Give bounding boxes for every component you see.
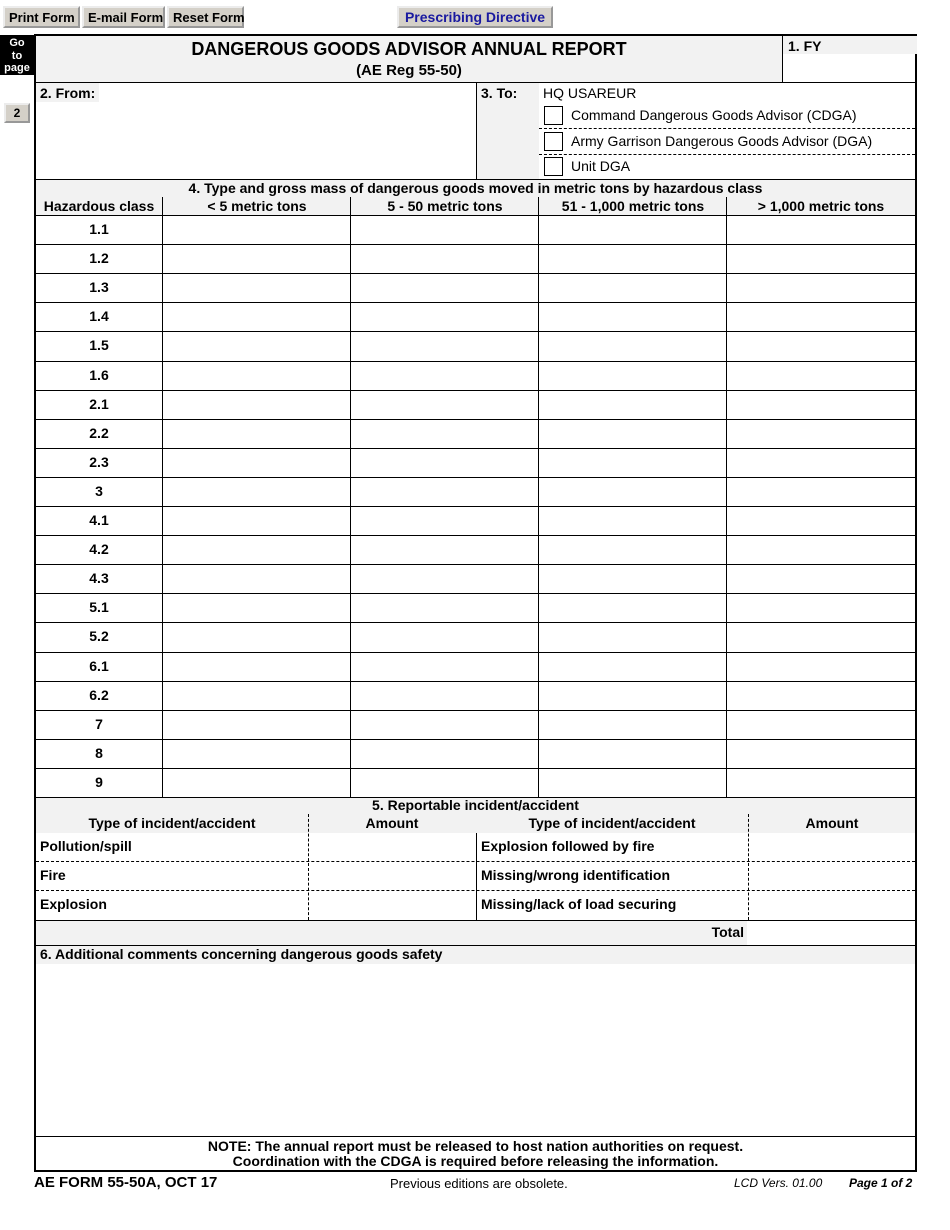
incident-load-securing: Missing/lack of load securing [481, 896, 677, 912]
reset-form-button[interactable]: Reset Form [167, 6, 244, 28]
hazard-class-label: 8 [95, 744, 103, 761]
hazard-amount-input[interactable] [727, 711, 914, 738]
hazard-amount-input[interactable] [163, 594, 350, 621]
obsolete-notice: Previous editions are obsolete. [390, 1176, 568, 1191]
hazard-amount-input[interactable] [727, 740, 914, 767]
hazard-class-label: 1.3 [89, 279, 109, 296]
go-to-page-label [0, 35, 34, 75]
hazard-amount-input[interactable] [163, 536, 350, 563]
unit-dga-option-label: Unit DGA [571, 158, 631, 174]
hazard-amount-input[interactable] [539, 682, 726, 709]
hazard-amount-input[interactable] [351, 391, 538, 418]
incident-missing-identification: Missing/wrong identification [481, 867, 670, 883]
hazard-amount-input[interactable] [539, 653, 726, 680]
hazard-amount-input[interactable] [727, 536, 914, 563]
hazard-class-label: 9 [95, 773, 103, 790]
hazard-amount-input[interactable] [163, 740, 350, 767]
hazard-amount-input[interactable] [163, 623, 350, 650]
row-divider [36, 302, 915, 303]
hazard-amount-input[interactable] [351, 216, 538, 243]
hazard-amount-input[interactable] [163, 332, 350, 359]
hazard-amount-input[interactable] [163, 303, 350, 330]
hazard-amount-input[interactable] [351, 565, 538, 592]
hazard-class-label: 1.5 [89, 337, 109, 354]
row-divider [36, 331, 915, 332]
row-divider [36, 710, 915, 711]
section4-title: 4. Type and gross mass of dangerous goods moved in metric tons by hazardous class [188, 180, 763, 196]
hazard-amount-input[interactable] [727, 391, 914, 418]
fire-amount-input[interactable] [310, 863, 474, 889]
hazard-amount-input[interactable] [727, 332, 914, 359]
hazard-amount-input[interactable] [351, 740, 538, 767]
row-divider [36, 273, 915, 274]
hazard-amount-input[interactable] [539, 623, 726, 650]
hazard-amount-input[interactable] [539, 216, 726, 243]
page-number: Page 1 of 2 [849, 1176, 913, 1190]
unit-dga-checkbox[interactable] [544, 157, 563, 176]
hazard-amount-input[interactable] [351, 478, 538, 505]
hazard-amount-input[interactable] [163, 769, 350, 796]
hazard-amount-input[interactable] [351, 362, 538, 389]
col-51-1000: 51 - 1,000 metric tons [561, 198, 705, 214]
explosion-fire-amount-input[interactable] [750, 834, 914, 860]
go-to-line3: page [4, 62, 30, 74]
hazard-amount-input[interactable] [727, 245, 914, 272]
hazard-amount-input[interactable] [727, 565, 914, 592]
prescribing-directive-button[interactable]: Prescribing Directive [397, 6, 553, 28]
incident-fire: Fire [40, 867, 66, 883]
hazard-amount-input[interactable] [351, 507, 538, 534]
hazard-amount-input[interactable] [539, 769, 726, 796]
row-divider [36, 593, 915, 594]
hazard-class-label: 4.2 [89, 541, 109, 558]
hazard-amount-input[interactable] [351, 769, 538, 796]
hazard-amount-input[interactable] [727, 420, 914, 447]
comments-textarea[interactable] [38, 966, 913, 1134]
hazard-class-label: 2.2 [89, 424, 109, 441]
hazard-class-label: 7 [95, 715, 103, 732]
hazard-amount-input[interactable] [351, 536, 538, 563]
dga-option-label: Army Garrison Dangerous Goods Advisor (DGA) [571, 133, 873, 149]
section5-title: 5. Reportable incident/accident [372, 797, 579, 813]
to-label: 3. To: [481, 85, 518, 101]
hazard-amount-input[interactable] [163, 245, 350, 272]
row-divider [36, 506, 915, 507]
hazard-amount-input[interactable] [351, 332, 538, 359]
hazard-class-label: 2.3 [89, 453, 109, 470]
row-divider [36, 244, 915, 245]
hazard-amount-input[interactable] [163, 420, 350, 447]
col-hazard-class: Hazardous class [43, 198, 155, 214]
form-subtitle: (AE Reg 55-50) [356, 62, 462, 79]
hazard-amount-input[interactable] [163, 391, 350, 418]
hazard-class-label: 5.1 [89, 599, 109, 616]
hazard-class-label: 1.6 [89, 366, 109, 383]
hazard-amount-input[interactable] [727, 362, 914, 389]
report-form [34, 34, 917, 1172]
form-id: AE FORM 55-50A, OCT 17 [34, 1174, 218, 1191]
note-line1: NOTE: The annual report must be released to host nation authorities on request. [207, 1138, 744, 1154]
hazard-class-label: 6.1 [89, 657, 109, 674]
hazard-amount-input[interactable] [351, 274, 538, 301]
header-divider [36, 215, 915, 216]
hazard-amount-input[interactable] [539, 536, 726, 563]
hazard-amount-input[interactable] [163, 507, 350, 534]
form-footer [34, 1174, 917, 1194]
hazard-amount-input[interactable] [351, 245, 538, 272]
row-divider [36, 390, 915, 391]
row-divider [36, 535, 915, 536]
col-lt5: < 5 metric tons [207, 198, 307, 214]
hazard-amount-input[interactable] [351, 711, 538, 738]
hazard-amount-input[interactable] [539, 420, 726, 447]
hazard-amount-input[interactable] [727, 682, 914, 709]
total-amount-input[interactable] [749, 922, 915, 944]
hazard-amount-input[interactable] [163, 449, 350, 476]
hazard-amount-input[interactable] [727, 274, 914, 301]
col-gt1000: > 1,000 metric tons [757, 198, 885, 214]
hazard-amount-input[interactable] [727, 478, 914, 505]
hazard-amount-input[interactable] [351, 594, 538, 621]
go-to-line2: to [11, 49, 23, 62]
hazard-amount-input[interactable] [163, 362, 350, 389]
row-divider [36, 652, 915, 653]
hazard-amount-input[interactable] [727, 507, 914, 534]
incident-explosion: Explosion [40, 896, 107, 912]
load-securing-amount-input[interactable] [750, 892, 914, 918]
col-type-left: Type of incident/accident [88, 815, 256, 831]
go-to-page-2-button[interactable]: 2 [4, 103, 30, 123]
hazard-amount-input[interactable] [351, 303, 538, 330]
row-divider [36, 681, 915, 682]
hazard-class-label: 4.3 [89, 570, 109, 587]
row-divider [36, 768, 915, 769]
hazard-amount-input[interactable] [539, 711, 726, 738]
missing-identification-amount-input[interactable] [750, 863, 914, 889]
col-amount-left: Amount [365, 815, 419, 831]
from-label: 2. From: [40, 85, 96, 101]
email-form-button[interactable]: E-mail Form [82, 6, 165, 28]
explosion-amount-input[interactable] [310, 892, 474, 918]
hazard-amount-input[interactable] [539, 332, 726, 359]
col-5-50: 5 - 50 metric tons [387, 198, 503, 214]
hazard-amount-input[interactable] [163, 478, 350, 505]
incident-explosion-fire: Explosion followed by fire [481, 838, 655, 854]
hazard-class-label: 5.2 [89, 628, 109, 645]
row-divider [36, 564, 915, 565]
hazard-class-label: 1.1 [89, 221, 109, 237]
hazard-amount-input[interactable] [351, 420, 538, 447]
hazard-amount-input[interactable] [163, 711, 350, 738]
form-title: DANGEROUS GOODS ADVISOR ANNUAL REPORT [191, 39, 627, 59]
total-label: Total [711, 924, 744, 940]
version-label: LCD Vers. 01.00 [734, 1176, 823, 1190]
hazard-class-label: 2.1 [89, 395, 109, 412]
hazard-amount-input[interactable] [727, 216, 914, 243]
hazard-amount-input[interactable] [351, 682, 538, 709]
section6-title: 6. Additional comments concerning dangerous goods safety [40, 946, 443, 962]
hazard-amount-input[interactable] [539, 362, 726, 389]
hazard-amount-input[interactable] [539, 274, 726, 301]
hazard-amount-input[interactable] [727, 769, 914, 796]
cdga-checkbox[interactable] [544, 106, 563, 125]
row-divider [36, 477, 915, 478]
hazard-amount-input[interactable] [727, 594, 914, 621]
dga-checkbox[interactable] [544, 132, 563, 151]
hazard-amount-input[interactable] [351, 623, 538, 650]
row-divider [36, 419, 915, 420]
hazard-amount-input[interactable] [727, 449, 914, 476]
print-form-button[interactable]: Print Form [3, 6, 80, 28]
row-divider [36, 622, 915, 623]
incident-pollution-spill: Pollution/spill [40, 838, 132, 854]
hazard-amount-input[interactable] [539, 478, 726, 505]
hazard-amount-input[interactable] [539, 303, 726, 330]
hazard-class-label: 6.2 [89, 686, 109, 703]
hazard-amount-input[interactable] [539, 245, 726, 272]
row-divider [36, 448, 915, 449]
hazard-amount-input[interactable] [351, 449, 538, 476]
to-org: HQ USAREUR [543, 85, 637, 101]
hazard-amount-input[interactable] [163, 216, 350, 243]
hazard-amount-input[interactable] [539, 507, 726, 534]
hazard-amount-input[interactable] [539, 391, 726, 418]
fy-label: 1. FY [788, 38, 822, 54]
hazard-amount-input[interactable] [539, 565, 726, 592]
hazard-amount-input[interactable] [163, 682, 350, 709]
hazard-amount-input[interactable] [351, 653, 538, 680]
hazard-class-label: 3 [95, 482, 103, 499]
hazard-amount-input[interactable] [163, 653, 350, 680]
hazard-amount-input[interactable] [539, 740, 726, 767]
from-input[interactable] [38, 103, 474, 178]
hazard-amount-input[interactable] [539, 449, 726, 476]
hazard-amount-input[interactable] [163, 565, 350, 592]
hazard-class-label: 1.4 [89, 308, 109, 325]
col-type-right: Type of incident/accident [528, 815, 696, 831]
cdga-option-label: Command Dangerous Goods Advisor (CDGA) [571, 107, 857, 123]
pollution-amount-input[interactable] [310, 834, 474, 860]
col-amount-right: Amount [805, 815, 859, 831]
hazard-amount-input[interactable] [539, 594, 726, 621]
hazard-amount-input[interactable] [727, 653, 914, 680]
hazard-amount-input[interactable] [727, 303, 914, 330]
row-divider [36, 739, 915, 740]
hazard-amount-input[interactable] [727, 623, 914, 650]
hazard-amount-input[interactable] [163, 274, 350, 301]
fy-input[interactable] [784, 55, 916, 81]
go-to-line1: Go [9, 37, 25, 49]
row-divider [36, 361, 915, 362]
hazard-class-label: 4.1 [89, 512, 109, 528]
hazard-class-label: 1.2 [89, 250, 109, 267]
note-line2: Coordination with the CDGA is required before releasing the information. [232, 1153, 719, 1169]
